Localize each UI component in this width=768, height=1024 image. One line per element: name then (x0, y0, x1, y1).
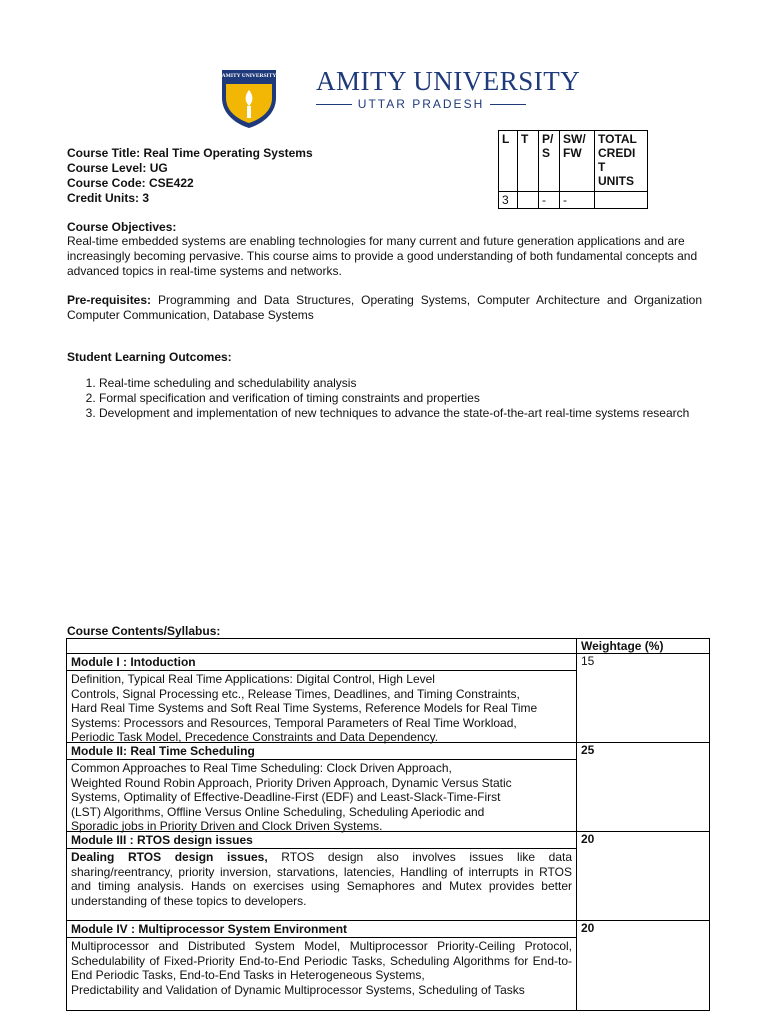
prerequisites-text: Programming and Data Structures, Operating Systems, Computer Architecture and Organization Computer Communication, Database Systems (67, 293, 702, 322)
course-title: Course Title: Real Time Operating Systems (67, 146, 313, 160)
weightage-header: Weightage (%) (581, 639, 664, 653)
module-weight: 25 (581, 743, 595, 757)
subtitle-text: UTTAR PRADESH (357, 97, 485, 111)
prerequisites (67, 293, 702, 323)
credit-units: Credit Units: 3 (67, 191, 150, 205)
subtitle-rule-right (490, 104, 526, 105)
university-name: AMITY UNIVERSITY (316, 66, 581, 96)
prerequisites-label: Pre-requisites: (67, 293, 152, 307)
syllabus-header-blank (67, 639, 577, 653)
module-body: Common Approaches to Real Time Scheduling: Clock Driven Approach, Weighted Round Robin Approach, Priority Driven Approach, Dynamic Versus Static Systems, Optimality of Effective-Deadline-First (EDF) and Least-Slack-Time-First (LST) Algorithms, Offline Versus Online Scheduling, Scheduling Aperiodic and Sporadic jobs in Priority Driven and Clock Driven Systems. (71, 761, 512, 833)
module-body: Dealing RTOS design issues, RTOS design also involves issues like data sharing/reentrancy, priority inversion, starvations, latencies, Handling of interrupts in RTOS and timing analysis. Hands on exercises using Semaphores and Mutex provides better understanding of these topics to developers. (71, 850, 573, 908)
module-cell (67, 832, 577, 920)
course-info (67, 146, 313, 206)
credit-header-cell: SW/ FW (560, 131, 595, 192)
credit-value-cell: - (560, 192, 595, 209)
syllabus-header-row (67, 639, 709, 653)
credit-table (498, 130, 648, 209)
credit-value-cell: 3 (499, 192, 518, 209)
university-subtitle (316, 97, 526, 111)
credit-header-cell: L (499, 131, 518, 192)
credit-header-cell: T (518, 131, 539, 192)
learning-outcomes-list (67, 376, 702, 421)
credit-value-cell: - (539, 192, 560, 209)
module-title: Module I : Intoduction (67, 654, 576, 671)
list-item: 3. Development and implementation of new techniques to advance the state-of-the-art real-time systems research (99, 406, 702, 421)
credit-header-cell: TOTAL CREDI T UNITS (595, 131, 648, 192)
objectives-title: Course Objectives: (67, 220, 177, 234)
module-body: Definition, Typical Real Time Applications: Digital Control, High Level Controls, Signal Processing etc., Release Times, Deadlines, and Timing Constraints, Hard Real Time Systems and Soft Real Time Systems, Reference Models for Real Time Systems: Processors and Resources, Temporal Parameters of Real Time Workload, Periodic Task Model, Precedence Constraints and Data Dependency. (71, 672, 538, 744)
credit-table-header (499, 131, 648, 192)
module-title: Module III : RTOS design issues (67, 832, 576, 849)
module-weight: 15 (581, 654, 595, 668)
credit-header-cell: P/ S (539, 131, 560, 192)
module-title: Module II: Real Time Scheduling (67, 743, 576, 760)
shield-text: AMITY UNIVERSITY (221, 73, 277, 79)
course-level: Course Level: UG (67, 161, 168, 175)
table-row (67, 653, 709, 742)
table-row (67, 742, 709, 831)
syllabus-table (66, 638, 710, 1011)
module-body: Multiprocessor and Distributed System Model, Multiprocessor Priority-Ceiling Protocol, Schedulability of Fixed-Priority End-to-End Periodic Tasks, Scheduling Algorithms for End-to-End Periodic Tasks, End-to-End Tasks in Heterogeneous Systems, Predictability and Validation of Dynamic Multiprocessor Systems, Scheduling of Tasks (71, 939, 572, 997)
table-row (67, 920, 709, 1010)
list-item: 1. Real-time scheduling and schedulability analysis (99, 376, 702, 391)
module-cell (67, 654, 577, 742)
credit-value-cell (518, 192, 539, 209)
subtitle-rule-left (316, 104, 352, 105)
course-objectives (67, 220, 702, 279)
table-row (67, 831, 709, 920)
module-weight: 20 (581, 921, 595, 935)
syllabus-title: Course Contents/Syllabus: (67, 624, 221, 638)
course-code: Course Code: CSE422 (67, 176, 194, 190)
learning-outcomes (67, 350, 702, 421)
learning-outcomes-title: Student Learning Outcomes: (67, 350, 232, 364)
credit-table-row (499, 192, 648, 209)
university-logo (218, 68, 280, 130)
list-item: 2. Formal specification and verification of timing constraints and properties (99, 391, 702, 406)
objectives-text: Real-time embedded systems are enabling technologies for many current and future generation applications and are increasingly becoming pervasive. This course aims to provide a good understanding of both fundamental concepts and advanced topics in real-time systems and networks. (67, 234, 698, 278)
module-cell (67, 921, 577, 1010)
module-weight: 20 (581, 832, 595, 846)
module-cell (67, 743, 577, 831)
credit-value-cell (595, 192, 648, 209)
module-title: Module IV : Multiprocessor System Environment (67, 921, 576, 938)
